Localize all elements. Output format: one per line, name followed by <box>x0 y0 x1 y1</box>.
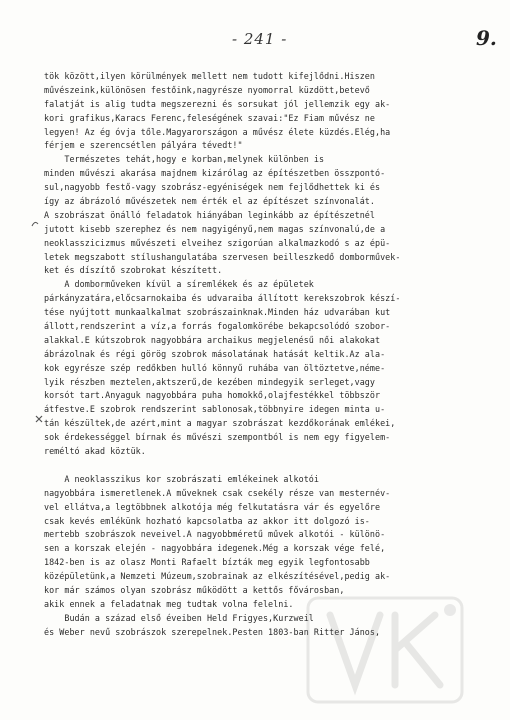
page-number: - 241 - <box>232 30 288 48</box>
text-line: lyik részben meztelen,aktszerű,de kezében mindegyik serleget,vagy <box>44 376 375 387</box>
text-line: csak kevés emlékünk hozható kapcsolatba az akkor itt dolgozó is- <box>44 515 370 526</box>
text-line: nagyobbára ismeretlenek.A műveknek csak csekély része van mesternév- <box>44 487 391 498</box>
text-line: párkányzatára,előcsarnokaiba és udvaraiba állított kerekszobrok készí- <box>44 293 401 304</box>
archive-stamp-watermark-icon <box>300 590 470 710</box>
text-line: Természetes tehát,hogy e korban,melynek különben is <box>44 154 325 165</box>
text-line: művészeink,különösen festőink,nagyrésze nyomorral küzdött,betevő <box>44 84 370 95</box>
text-line: kok egyrésze szép redőkben hulló könnyű ruhába van öltöztetve,néme- <box>44 362 386 373</box>
text-line: A domborműveken kívül a síremlékek és az épületek <box>44 279 314 290</box>
text-line: férjem e szerencsétlen pályára tévedt!" <box>44 140 243 151</box>
text-line: korsót tart.Anyaguk nagyobbára puha homokkő,olajfestékkel többször <box>44 390 381 401</box>
margin-pen-mark-icon <box>30 218 40 228</box>
text-line: legyen! Az ég óvja tőle.Magyarországon a művész élete küzdés.Elég,ha <box>44 126 391 137</box>
text-line: így az ábrázoló művészetek nem érték el az építészet színvonalát. <box>44 196 375 207</box>
text-line: kori grafikus,Karacs Ferenc,feleségének szavai:"Ez Fiam művész ne <box>44 112 375 123</box>
text-line: falatját is alig tudta megszerezni és sorsukat jól jellemzik egy ak- <box>44 98 391 109</box>
text-line: középületünk,a Nemzeti Múzeum,szobrainak az elkészítésével,pedig ak- <box>44 571 391 582</box>
text-line: tése nyújtott munkaalkalmat szobrászainknak.Minden ház udvarában kut <box>44 307 391 318</box>
text-line: 1842-ben is az olasz Monti Rafaelt bízták meg egyik legfontosabb <box>44 557 370 568</box>
text-line: jutott kisebb szerephez és nem nagyigényű,nem magas színvonalú,de a <box>44 223 386 234</box>
text-line: sul,nagyobb festő-vagy szobrász-egyéniségek nem fejlődhettek ki és <box>44 182 381 193</box>
text-line: akik ennek a feladatnak meg tudtak volna felelni. <box>44 598 294 609</box>
text-line: tök között,ilyen körülmények mellett nem tudott kifejlődni.Hiszen <box>44 71 375 81</box>
text-line: ábrázolnak és régi görög szobrok másolatának hatását keltik.Az ala- <box>44 348 386 359</box>
text-line: tán készültek,de azért,mint a magyar szobrászat kezdőkorának emlékei, <box>44 418 396 429</box>
text-line: A szobrászat önálló feladatok hiányában leginkább az építészetnél <box>44 209 375 220</box>
text-line: Budán a század első éveiben Held Frigyes,Kurzweil <box>44 612 314 623</box>
text-line <box>44 459 486 473</box>
text-line: ket és díszítő szobrokat készített. <box>44 265 223 276</box>
text-line: átfestve.E szobrok rendszerint sablonosak,többnyire idegen minta u- <box>44 404 386 415</box>
text-line: minden művészi akarása majdnem kizárólag az építészetben összpontó- <box>44 168 386 179</box>
text-line: kor már számos olyan szobrász működött a kettős fővárosban, <box>44 584 345 595</box>
margin-cross-mark-icon <box>34 414 44 424</box>
text-line: és Weber nevű szobrászok szerepelnek.Pesten 1803-ban Ritter János, <box>44 626 381 637</box>
text-line: vel ellátva,a legtöbbnek alkotója még felkutatásra vár és egyelőre <box>44 501 381 512</box>
text-line: állott,rendszerint a víz,a forrás fogalomkörébe bekapcsolódó szobor- <box>44 321 391 332</box>
text-line: neoklasszicizmus művészeti elveihez szigorúan alkalmazkodó s az épü- <box>44 237 391 248</box>
sheet-number: 9. <box>476 26 497 50</box>
text-line: sok érdekességgel bírnak és művészi szempontból is nem egy figyelem- <box>44 432 391 443</box>
text-line: alakkal.E kútszobrok nagyobbára archaikus megjelenésű női alakokat <box>44 334 381 345</box>
text-line: letek megszabott stílushangulatába szervesen beilleszkedő domborművek- <box>44 251 401 262</box>
text-line: A neoklasszikus kor szobrászati emlékeinek alkotói <box>44 473 319 484</box>
text-line: reméltó akad köztük. <box>44 446 146 457</box>
typed-text-body <box>44 70 486 640</box>
text-line: sen a korszak elején - nagyobbára idegenek.Még a korszak vége felé, <box>44 543 386 554</box>
text-line: mertebb szobrászok neveivel.A nagyobbméretű művek alkotói - különö- <box>44 529 386 540</box>
